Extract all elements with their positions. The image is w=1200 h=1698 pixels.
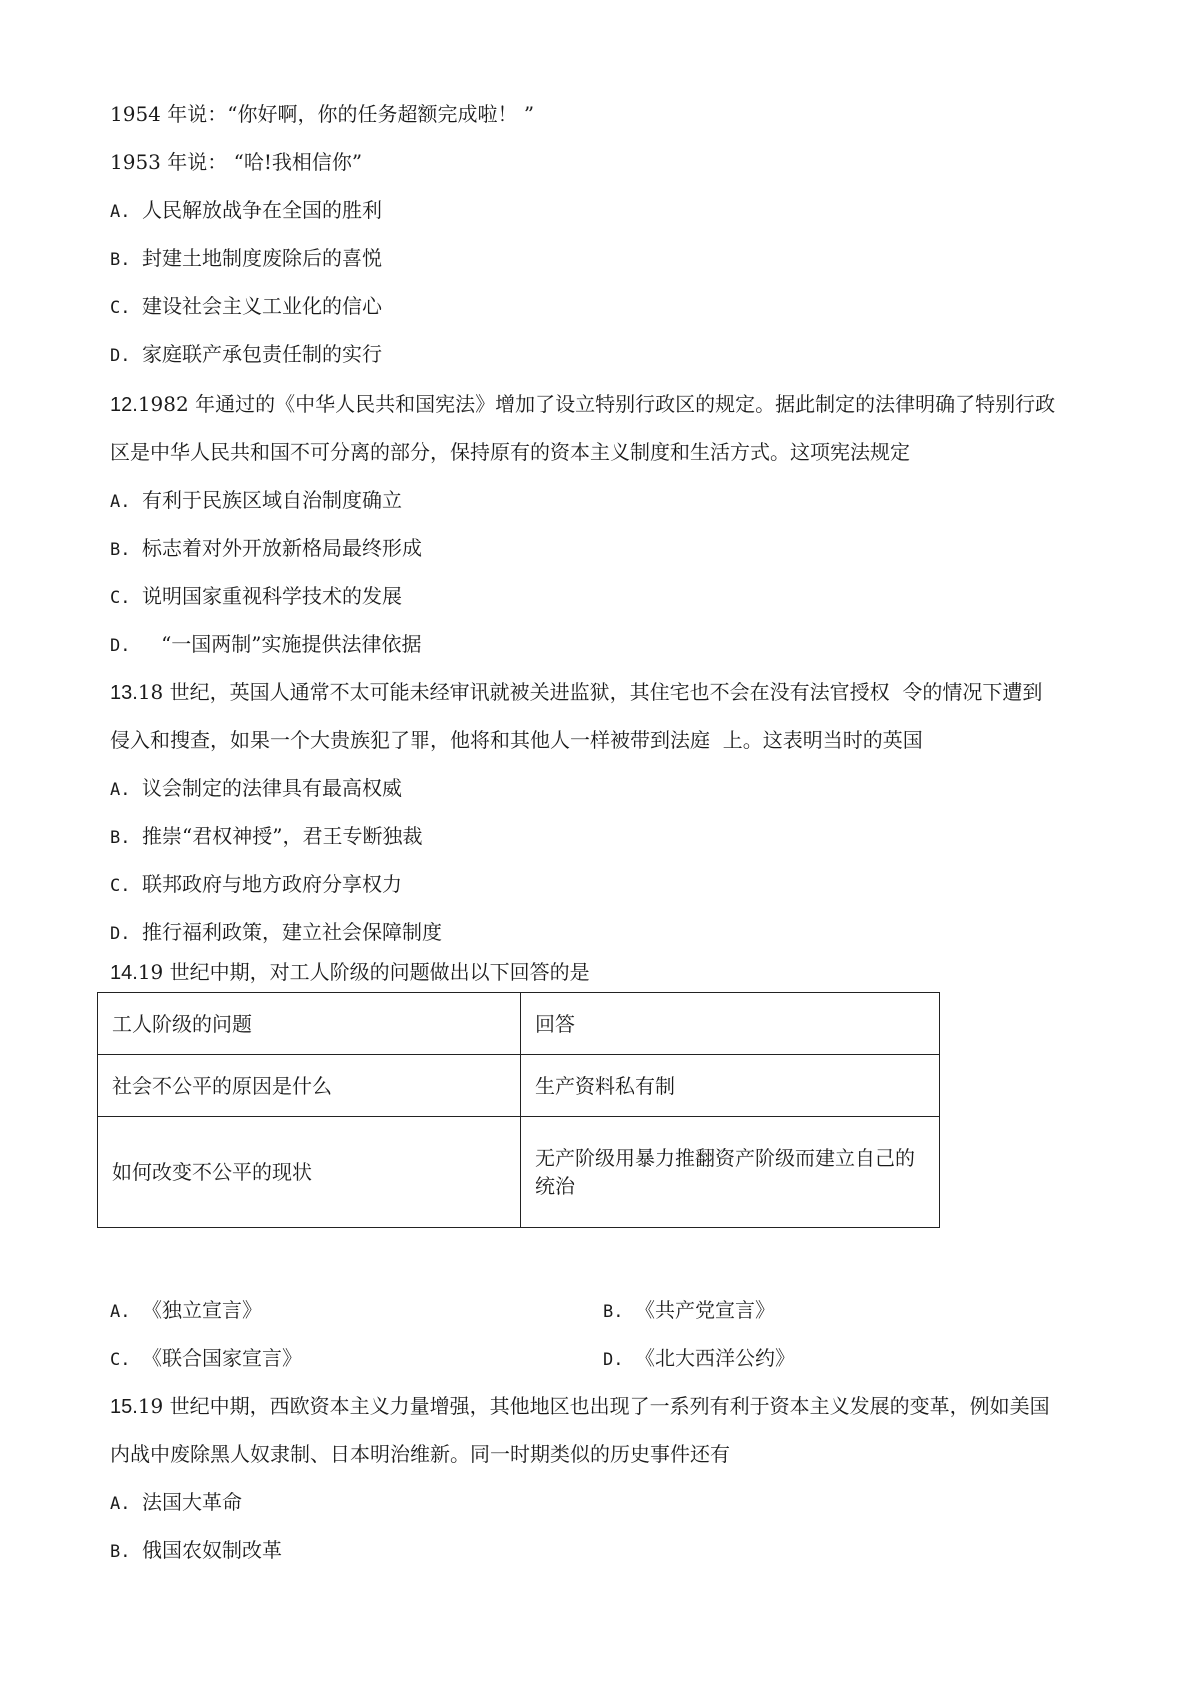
q11-option-a [110, 196, 382, 226]
option-text: 标志着对外开放新格局最终形成 [142, 536, 422, 560]
option-text: 说明国家重视科学技术的发展 [142, 584, 402, 608]
option-text: 议会制定的法律具有最高权威 [142, 776, 402, 800]
table-row [98, 1055, 940, 1117]
q14-option-a [110, 1296, 262, 1326]
option-text: 法国大革命 [142, 1490, 242, 1514]
option-text: 联邦政府与地方政府分享权力 [142, 872, 402, 896]
q12-option-b [110, 534, 422, 564]
option-text: 《共产党宣言》 [635, 1298, 775, 1322]
question-number: 14. [110, 962, 138, 984]
q13-stem-line-2: 侵入和搜查，如果一个大贵族犯了罪，他将和其他人一样被带到法庭 上。这表明当时的英国 [110, 728, 923, 752]
q12-option-a [110, 486, 402, 516]
stem-text: 18 世纪，英国人通常不太可能未经审讯就被关进监狱，其住宅也不会在没有法官授权 令的情况下遭到 [137, 680, 1043, 704]
option-text: 人民解放战争在全国的胜利 [142, 198, 382, 222]
q13-stem-line-1 [110, 678, 1042, 707]
option-text: 《北大西洋公约》 [635, 1346, 795, 1370]
option-text: 封建土地制度废除后的喜悦 [142, 246, 382, 270]
option-letter: B. [110, 540, 131, 560]
q14-option-b [603, 1296, 775, 1326]
q11-stem-line-2: 1953 年说： “哈!我相信你” [110, 150, 363, 174]
option-letter: D. [110, 346, 131, 366]
option-letter: C. [110, 298, 131, 318]
option-letter: A. [110, 202, 131, 222]
option-text: 有利于民族区域自治制度确立 [142, 488, 402, 512]
option-text: 《独立宣言》 [142, 1298, 262, 1322]
option-letter: C. [110, 1350, 131, 1370]
q12-stem-line-1 [110, 390, 1055, 419]
question-number: 12. [110, 394, 138, 416]
q15-stem-line-1 [110, 1392, 1050, 1421]
table-cell: 无产阶级用暴力推翻资产阶级而建立自己的统治 [521, 1117, 940, 1228]
option-letter: D. [110, 924, 131, 944]
option-text: 推行福利政策，建立社会保障制度 [142, 920, 442, 944]
table-cell: 社会不公平的原因是什么 [98, 1055, 521, 1117]
q13-option-a [110, 774, 402, 804]
q13-option-d [110, 918, 442, 948]
option-letter: A. [110, 1302, 131, 1322]
q11-stem-line-1: 1954 年说：“你好啊，你的任务超额完成啦！ ” [110, 102, 535, 126]
q14-table [97, 992, 940, 1228]
q12-option-c [110, 582, 402, 612]
q11-option-d [110, 340, 382, 370]
option-text: 俄国农奴制改革 [142, 1538, 282, 1562]
option-letter: C. [110, 588, 131, 608]
question-number: 13. [110, 682, 138, 704]
question-number: 15. [110, 1396, 138, 1418]
option-letter: B. [110, 250, 131, 270]
option-letter: B. [603, 1302, 624, 1322]
table-header-row [98, 993, 940, 1055]
option-letter: B. [110, 828, 131, 848]
q14-option-d [603, 1344, 795, 1374]
table-header-cell: 回答 [521, 993, 940, 1055]
table-cell: 生产资料私有制 [521, 1055, 940, 1117]
q12-option-d [110, 630, 422, 660]
option-text: 家庭联产承包责任制的实行 [142, 342, 382, 366]
option-text: 建设社会主义工业化的信心 [142, 294, 382, 318]
q11-option-c [110, 292, 382, 322]
q14-stem [110, 958, 590, 987]
q15-stem-line-2: 内战中废除黑人奴隶制、日本明治维新。同一时期类似的历史事件还有 [110, 1442, 730, 1466]
option-letter: A. [110, 1494, 131, 1514]
option-letter: C. [110, 876, 131, 896]
option-text: 推崇“君权神授”，君王专断独裁 [142, 824, 423, 848]
q11-option-b [110, 244, 382, 274]
option-letter: D. [110, 636, 131, 656]
option-letter: D. [603, 1350, 624, 1370]
q14-option-c [110, 1344, 302, 1374]
option-text: 《联合国家宣言》 [142, 1346, 302, 1370]
table-header-cell: 工人阶级的问题 [98, 993, 521, 1055]
option-letter: B. [110, 1542, 131, 1562]
stem-text: 1982 年通过的《中华人民共和国宪法》增加了设立特别行政区的规定。据此制定的法律明确了特别行政 [137, 392, 1056, 416]
q15-option-a [110, 1488, 242, 1518]
table-cell: 如何改变不公平的现状 [98, 1117, 521, 1228]
table-row [98, 1117, 940, 1228]
q13-option-c [110, 870, 402, 900]
option-text: “一国两制”实施提供法律依据 [142, 632, 422, 656]
option-letter: A. [110, 780, 131, 800]
stem-text: 19 世纪中期，对工人阶级的问题做出以下回答的是 [137, 960, 590, 984]
stem-text: 19 世纪中期，西欧资本主义力量增强，其他地区也出现了一系列有利于资本主义发展的变革，例如美国 [137, 1394, 1050, 1418]
option-letter: A. [110, 492, 131, 512]
q15-option-b [110, 1536, 282, 1566]
q13-option-b [110, 822, 422, 852]
q12-stem-line-2: 区是中华人民共和国不可分离的部分，保持原有的资本主义制度和生活方式。这项宪法规定 [110, 440, 910, 464]
